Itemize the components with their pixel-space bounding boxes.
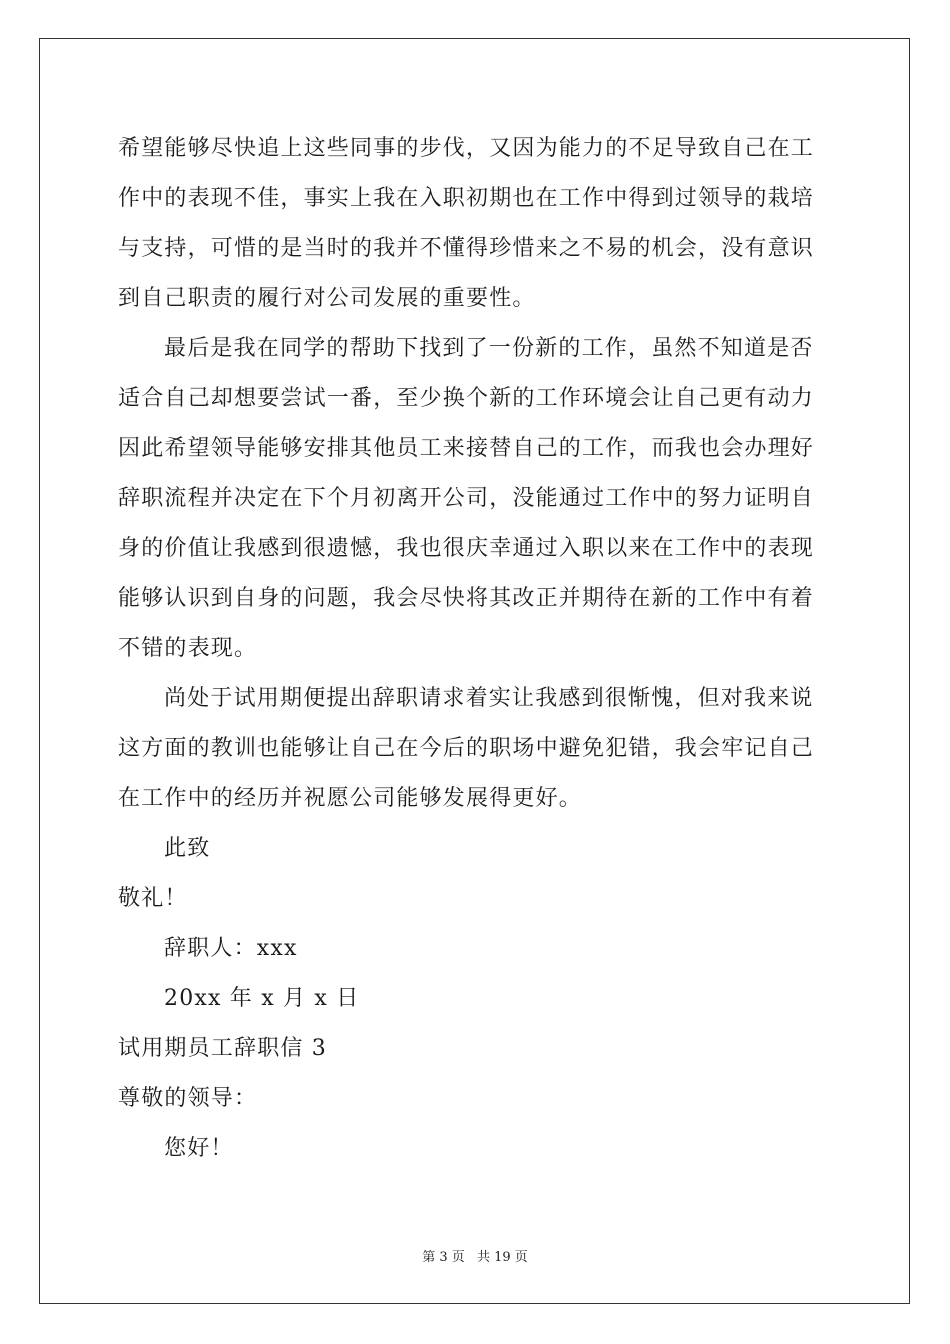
signature-name: 辞职人：xxx: [164, 936, 298, 961]
text-line: 适合自己却想要尝试一番，至少换个新的工作环境会让自己更有动力: [118, 386, 815, 411]
text-line: 到自己职责的履行对公司发展的重要性。: [118, 286, 536, 311]
letter-salutation: 尊敬的领导：: [118, 1086, 258, 1111]
greeting: 您好！: [164, 1136, 234, 1161]
text-line: 在工作中的经历并祝愿公司能够发展得更好。: [118, 786, 583, 811]
text-line: 身的价值让我感到很遗憾，我也很庆幸通过入职以来在工作中的表现: [118, 536, 815, 561]
page-total: 共 19 页: [476, 1250, 528, 1265]
document-body: [118, 124, 838, 1174]
signature-date: 20xx 年 x 月 x 日: [164, 986, 360, 1011]
text-line: 希望能够尽快追上这些同事的步伐，又因为能力的不足导致自己在工: [118, 136, 815, 161]
text-line: 作中的表现不佳，事实上我在入职初期也在工作中得到过领导的栽培: [118, 186, 815, 211]
text-line: 这方面的教训也能够让自己在今后的职场中避免犯错，我会牢记自己: [118, 736, 815, 761]
text-line: 能够认识到自身的问题，我会尽快将其改正并期待在新的工作中有着: [118, 586, 815, 611]
text-line: 不错的表现。: [118, 636, 258, 661]
text-line: 最后是我在同学的帮助下找到了一份新的工作，虽然不知道是否: [164, 336, 814, 361]
text-line: 尚处于试用期便提出辞职请求着实让我感到很惭愧，但对我来说: [164, 686, 814, 711]
section-heading: 试用期员工辞职信 3: [118, 1036, 327, 1061]
page-number: 第 3 页: [422, 1250, 465, 1265]
closing-regards: 敬礼！: [118, 886, 188, 911]
closing-salutation: 此致: [164, 836, 211, 861]
text-line: 辞职流程并决定在下个月初离开公司，没能通过工作中的努力证明自: [118, 486, 815, 511]
text-line: 与支持，可惜的是当时的我并不懂得珍惜来之不易的机会，没有意识: [118, 236, 815, 261]
page-footer: [0, 1246, 950, 1265]
text-line: 因此希望领导能够安排其他员工来接替自己的工作，而我也会办理好: [118, 436, 815, 461]
